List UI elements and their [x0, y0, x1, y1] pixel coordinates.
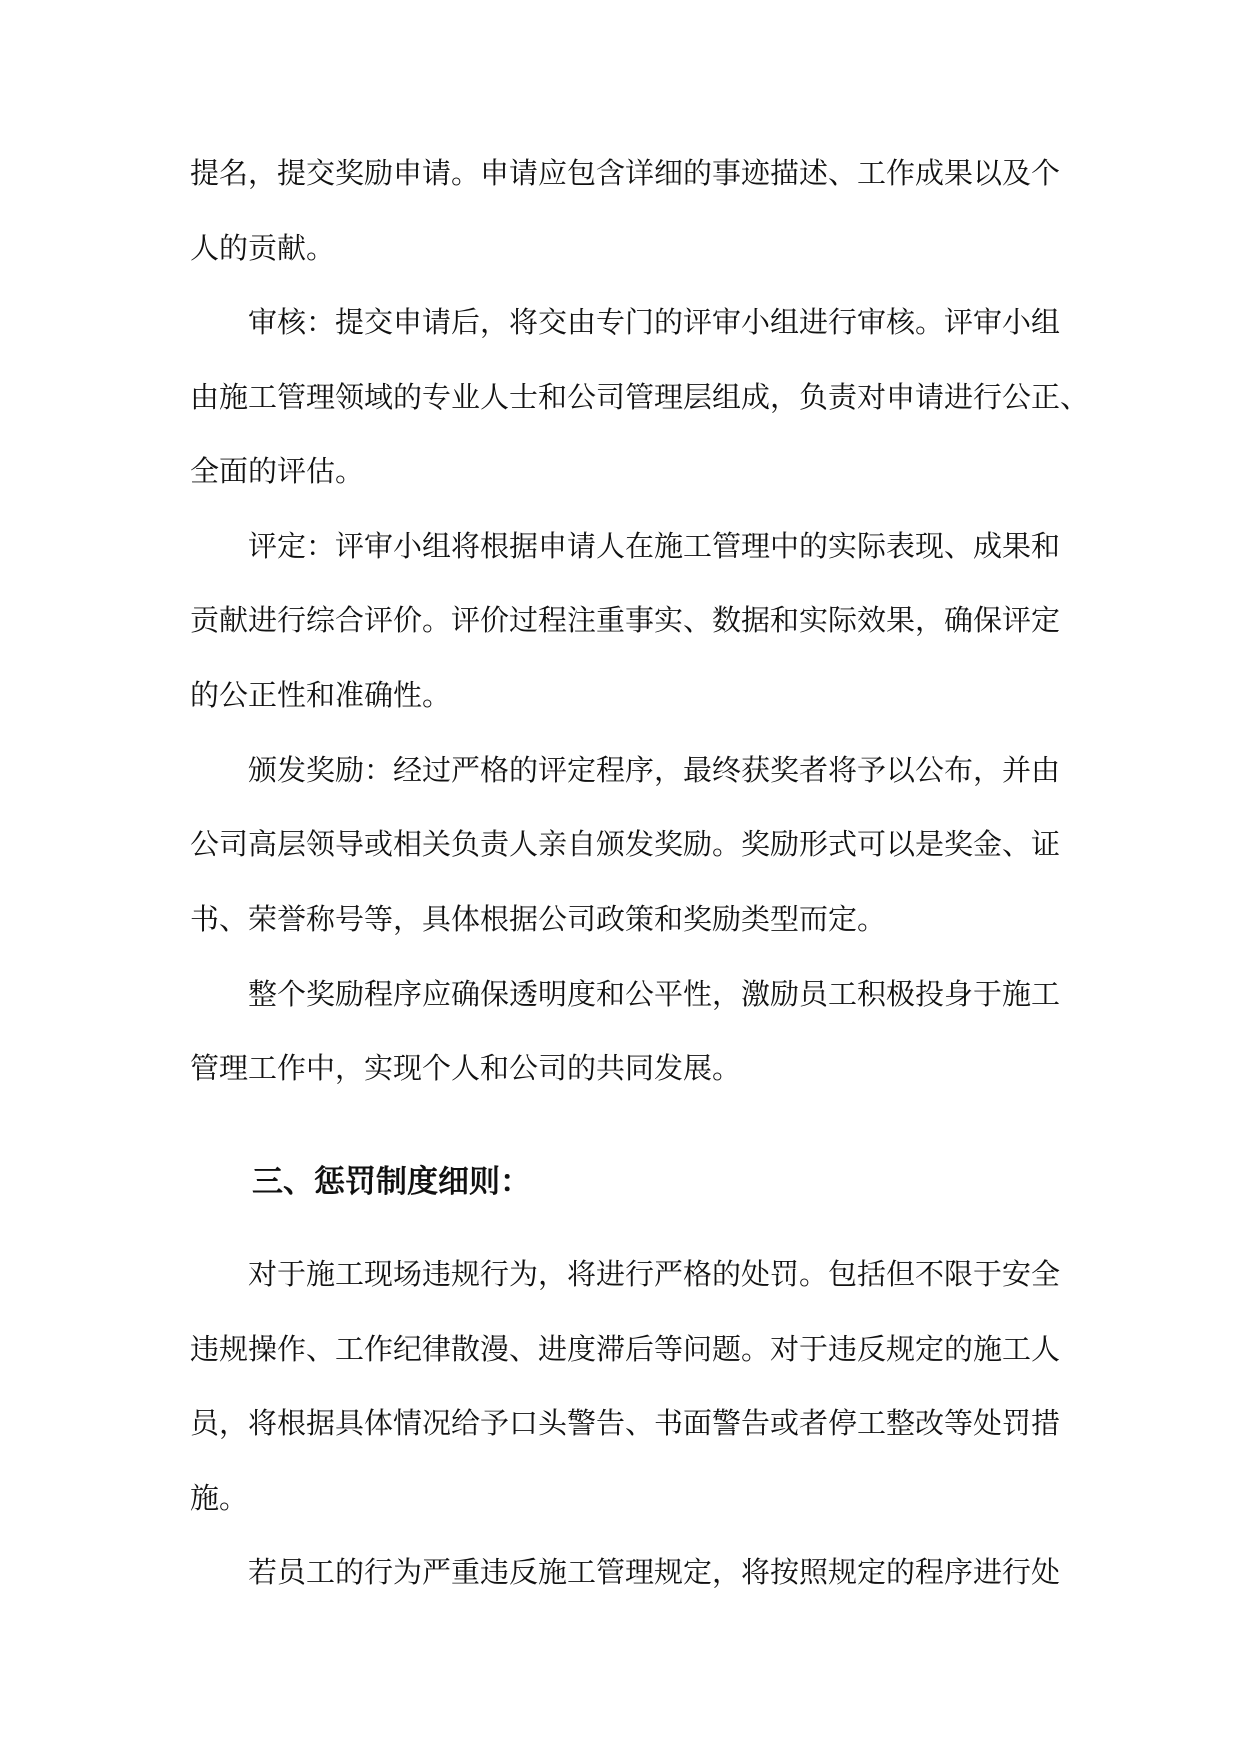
paragraph-line: 全面的评估。: [190, 454, 365, 488]
paragraph-line: 整个奖励程序应确保透明度和公平性，激励员工积极投身于施工: [248, 977, 1061, 1011]
paragraph-line: 若员工的行为严重违反施工管理规定，将按照规定的程序进行处: [248, 1555, 1061, 1589]
paragraph-line: 颁发奖励：经过严格的评定程序，最终获奖者将予以公布，并由: [248, 753, 1061, 787]
paragraph-line: 贡献进行综合评价。评价过程注重事实、数据和实际效果，确保评定: [190, 603, 1061, 637]
paragraph-line: 施。: [190, 1481, 249, 1515]
paragraph-line: 评定：评审小组将根据申请人在施工管理中的实际表现、成果和: [248, 529, 1061, 563]
paragraph-line: 的公正性和准确性。: [190, 678, 452, 712]
paragraph-line: 对于施工现场违规行为，将进行严格的处罚。包括但不限于安全: [248, 1257, 1061, 1291]
paragraph-line: 提名，提交奖励申请。申请应包含详细的事迹描述、工作成果以及个: [190, 156, 1061, 190]
paragraph-line: 管理工作中，实现个人和公司的共同发展。: [190, 1051, 742, 1085]
paragraph-line: 人的贡献。: [190, 231, 336, 265]
section-heading: 三、惩罚制度细则：: [252, 1164, 531, 1200]
paragraph-line: 员，将根据具体情况给予口头警告、书面警告或者停工整改等处罚措: [190, 1406, 1061, 1440]
paragraph-line: 由施工管理领域的专业人士和公司管理层组成，负责对申请进行公正、: [190, 380, 1090, 414]
paragraph-line: 公司高层领导或相关负责人亲自颁发奖励。奖励形式可以是奖金、证: [190, 827, 1061, 861]
paragraph-line: 违规操作、工作纪律散漫、进度滞后等问题。对于违反规定的施工人: [190, 1332, 1061, 1366]
paragraph-line: 审核：提交申请后，将交由专门的评审小组进行审核。评审小组: [248, 305, 1061, 339]
paragraph-line: 书、荣誉称号等，具体根据公司政策和奖励类型而定。: [190, 902, 887, 936]
